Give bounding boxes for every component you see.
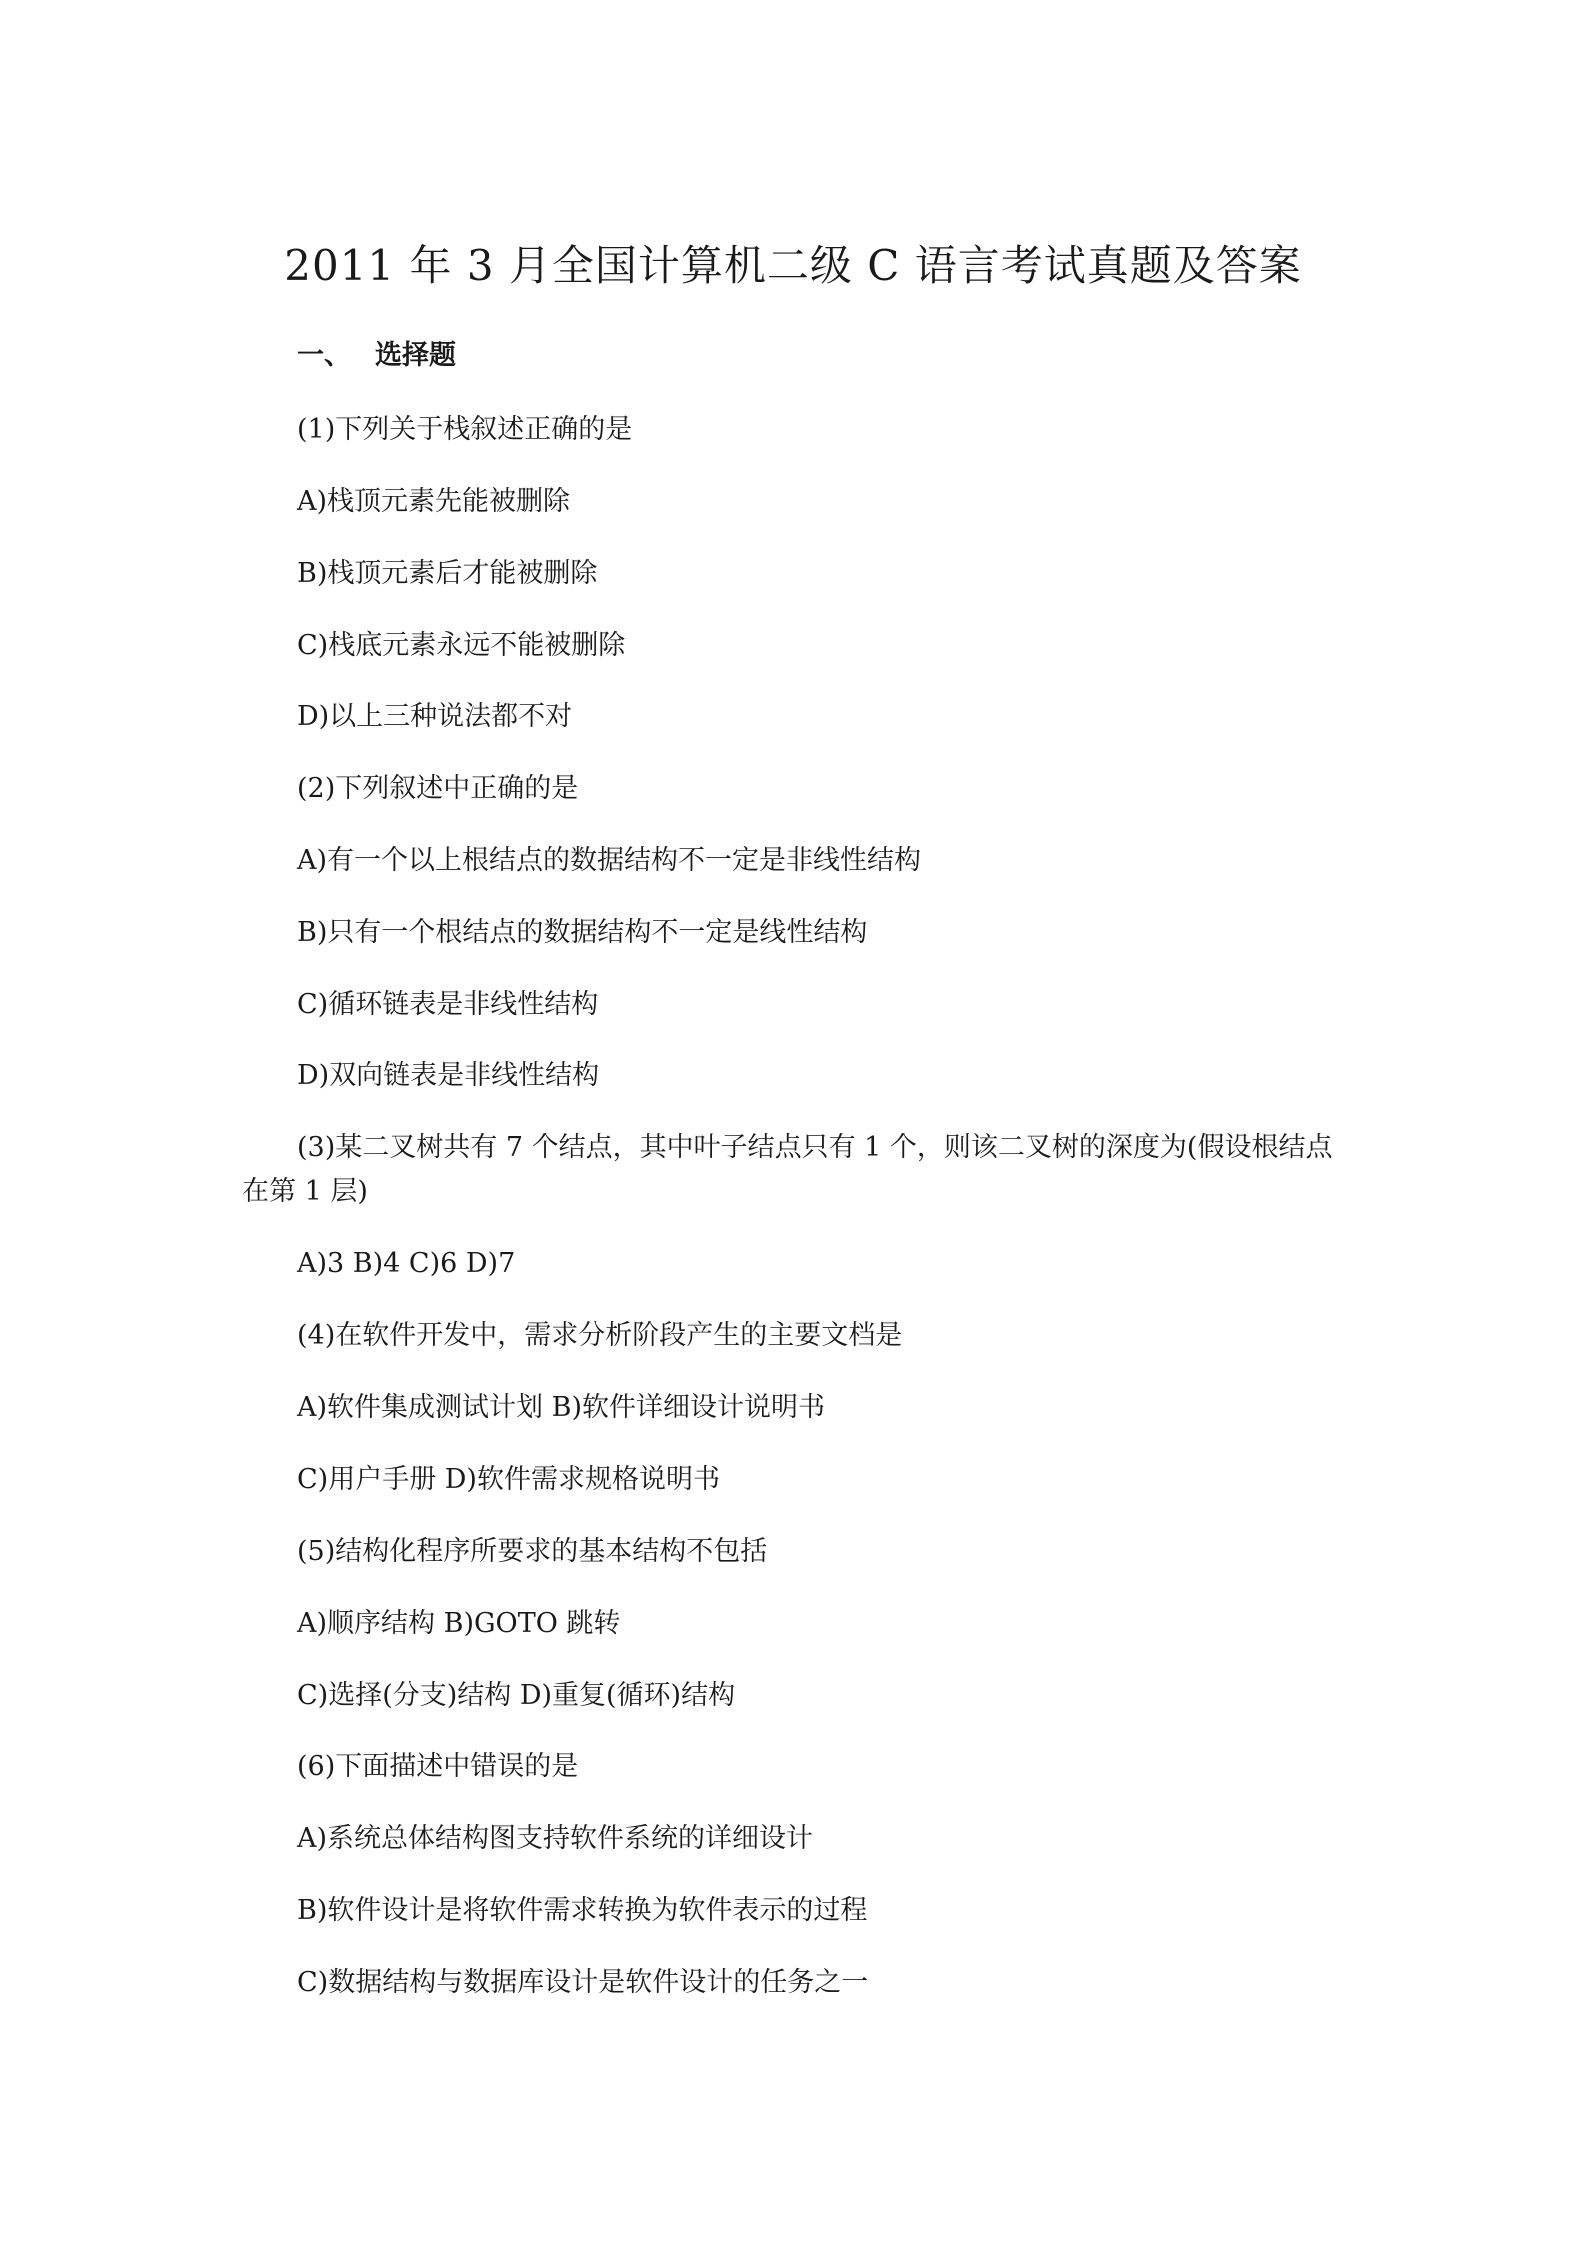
question-1-option-d: D)以上三种说法都不对 bbox=[297, 701, 573, 732]
question-6-option-a: A)系统总体结构图支持软件系统的详细设计 bbox=[297, 1823, 814, 1854]
question-3-options: A)3 B)4 C)6 D)7 bbox=[297, 1248, 516, 1279]
question-2-option-d: D)双向链表是非线性结构 bbox=[297, 1060, 600, 1091]
question-5: (5)结构化程序所要求的基本结构不包括 bbox=[297, 1536, 768, 1567]
question-3-line-1: (3)某二叉树共有 7 个结点，其中叶子结点只有 1 个，则该二叉树的深度为(假设根结点 bbox=[297, 1132, 1333, 1163]
section-label: 选择题 bbox=[375, 340, 456, 371]
question-2-option-c: C)循环链表是非线性结构 bbox=[297, 989, 599, 1020]
question-1: (1)下列关于栈叙述正确的是 bbox=[297, 414, 633, 445]
question-1-option-c: C)栈底元素永远不能被删除 bbox=[297, 630, 626, 661]
question-4-options-ab: A)软件集成测试计划 B)软件详细设计说明书 bbox=[297, 1392, 825, 1423]
question-1-option-b: B)栈顶元素后才能被删除 bbox=[297, 558, 598, 589]
question-6: (6)下面描述中错误的是 bbox=[297, 1751, 579, 1782]
section-heading bbox=[297, 336, 456, 376]
question-2-option-b: B)只有一个根结点的数据结构不一定是线性结构 bbox=[297, 917, 868, 948]
question-6-option-c: C)数据结构与数据库设计是软件设计的任务之一 bbox=[297, 1967, 869, 1998]
question-5-options-cd: C)选择(分支)结构 D)重复(循环)结构 bbox=[297, 1680, 736, 1711]
question-2: (2)下列叙述中正确的是 bbox=[297, 773, 579, 804]
document-title: 2011 年 3 月全国计算机二级 C 语言考试真题及答案 bbox=[284, 241, 1302, 290]
question-6-option-b: B)软件设计是将软件需求转换为软件表示的过程 bbox=[297, 1895, 868, 1926]
question-2-option-a: A)有一个以上根结点的数据结构不一定是非线性结构 bbox=[297, 845, 922, 876]
question-3-line-2: 在第 1 层) bbox=[242, 1176, 368, 1207]
question-1-option-a: A)栈顶元素先能被删除 bbox=[297, 486, 571, 517]
question-5-options-ab: A)顺序结构 B)GOTO 跳转 bbox=[297, 1608, 621, 1639]
question-4-options-cd: C)用户手册 D)软件需求规格说明书 bbox=[297, 1464, 720, 1495]
question-4: (4)在软件开发中，需求分析阶段产生的主要文档是 bbox=[297, 1320, 903, 1351]
section-number: 一、 bbox=[297, 340, 351, 371]
